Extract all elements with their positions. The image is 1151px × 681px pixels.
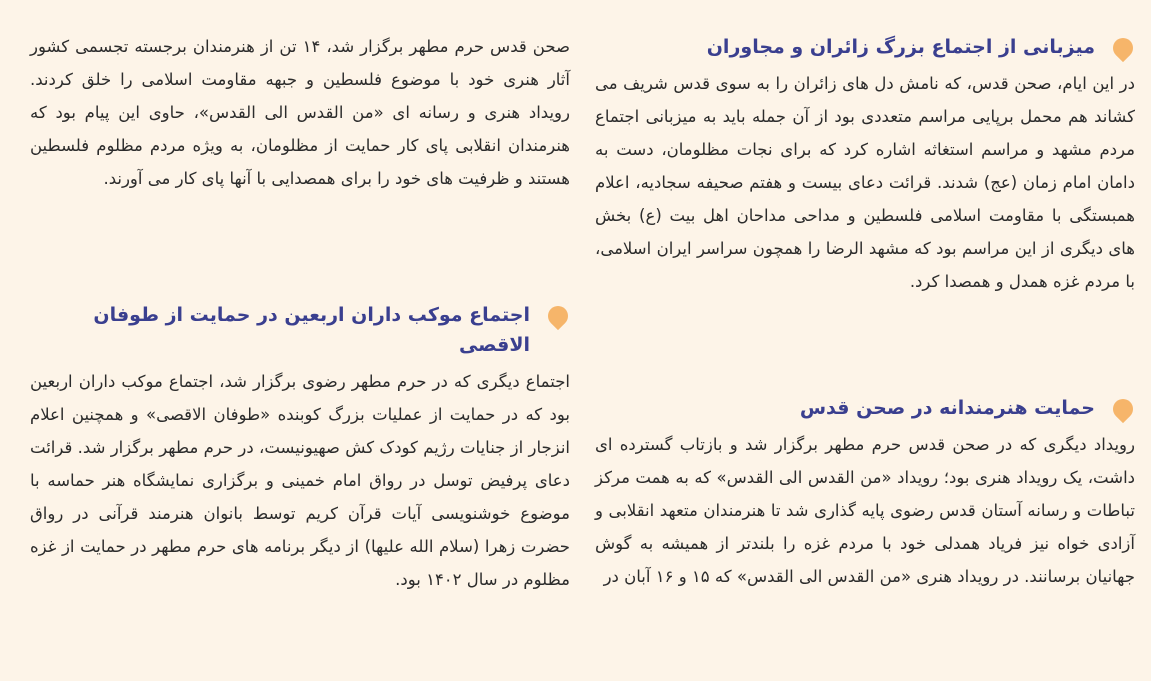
- section-mokeb-body: اجتماع دیگری که در حرم مطهر رضوی برگزار شد، اجتماع موکب داران اربعین بود که در حمایت از عملیات بزرگ کوبنده «طوفان الاقصی» و همچنین اعلام انزجار از جنایات رژیم کودک کش صهیونیست، در حرم مطهر برگزار شد. قرائت دعای پرفیض توسل در رواق امام خمینی و برگزاری نمایشگاه هنر حماسه با موضوع خوشنویسی آیات قرآن کریم توسط بانوان هنرمند قرآنی در رواق حضرت زهرا (سلام الله علیها) از دیگر برنامه های حرم مطهر در حمایت از غزه مظلوم در سال ۱۴۰۲ بود.: [30, 372, 570, 589]
- section-art-continuation-wrap: [30, 30, 570, 195]
- section-mokeb-body-wrap: [30, 365, 570, 596]
- section-art-continuation: صحن قدس حرم مطهر برگزار شد، ۱۴ تن از هنرمندان برجسته تجسمی کشور آثار هنری خود با موضوع فلسطین و جبهه مقاومت اسلامی را خلق کردند. رویداد هنری و رسانه ای «من القدس الی القدس»، حاوی این پیام بود که هنرمندان انقلابی پای کار حمایت از مظلومان، به ویژه مردم مظلوم فلسطین هستند و ظرفیت های خود را برای همصدایی با آنها پای کار می آورند.: [30, 37, 570, 188]
- section-art-title: حمایت هنرمندانه در صحن قدس: [799, 397, 1095, 419]
- section-hosting-heading: [595, 32, 1135, 62]
- section-hosting-body-wrap: [595, 67, 1135, 298]
- section-art-heading: [595, 393, 1135, 423]
- section-mokeb-title: اجتماع موکب داران اربعین در حمایت از طوفان الاقصی: [93, 304, 530, 356]
- section-art-body-wrap: [595, 428, 1135, 593]
- section-art-body: رویداد دیگری که در صحن قدس حرم مطهر برگزار شد و بازتاب گسترده ای داشت، یک رویداد هنری بود؛ رویداد «من القدس الی القدس» که به همت مرکز تباطات و رسانه آستان قدس رضوی پایه گذاری شد تا هنرمندان متعهد انقلابی و آزادی خواه نیز فریاد همدلی خود با مردم غزه را بلندتر از همیشه به گوش جهانیان برسانند. در رویداد هنری «من القدس الی القدس» که ۱۵ و ۱۶ آبان در: [595, 435, 1135, 586]
- section-mokeb-heading: [30, 300, 570, 360]
- section-hosting-body: در این ایام، صحن قدس، که نامش دل های زائران را به سوی قدس شریف می کشاند هم محمل برپایی مراسم متعددی بود از آن جمله باید به میزبانی اجتماع مردم مشهد و مراسم استغاثه اشاره کرد که برای نجات مظلومان، دست به دامان امام زمان (عج) شدند. قرائت دعای بیست و هفتم صحیفه سجادیه، اعلام همبستگی با مقاومت اسلامی فلسطین و مداحی مداحان اهل بیت (ع) بخش های دیگری از این مراسم بود که مشهد الرضا را همچون سراسر ایران اسلامی، با مردم غزه همدل و همصدا کرد.: [595, 74, 1135, 291]
- section-hosting-title: میزبانی از اجتماع بزرگ زائران و مجاوران: [706, 36, 1095, 58]
